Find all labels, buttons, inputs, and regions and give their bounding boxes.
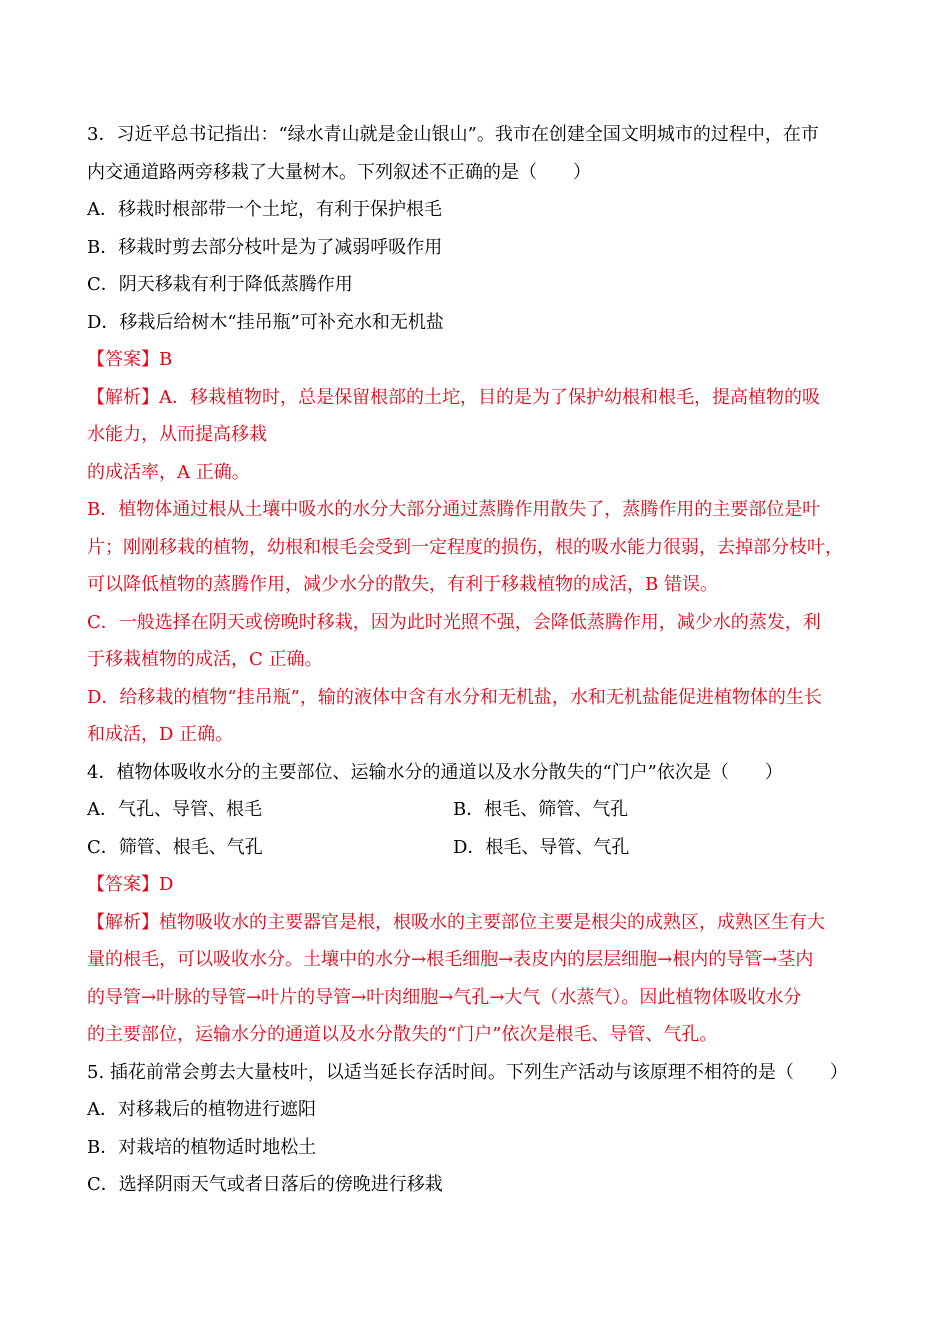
question-stem: 内交通道路两旁移栽了大量树木。下列叙述不正确的是（ ） bbox=[87, 161, 591, 183]
option-c: C．阴天移栽有利于降低蒸腾作用 bbox=[87, 274, 353, 295]
analysis-line: 的成活率，A 正确。 bbox=[87, 461, 250, 483]
analysis-line: 的导管→叶脉的导管→叶片的导管→叶肉细胞→气孔→大气（水蒸气）。因此植物体吸收水分 bbox=[87, 986, 802, 1008]
analysis-line: C．一般选择在阴天或傍晚时移栽，因为此时光照不强，会降低蒸腾作用，减少水的蒸发，利 bbox=[87, 611, 821, 633]
analysis-line: 【解析】植物吸收水的主要器官是根，根吸水的主要部位主要是根尖的成熟区，成熟区生有大 bbox=[87, 911, 825, 933]
question-3 bbox=[87, 116, 867, 754]
analysis-line: 【解析】A．移栽植物时，总是保留根部的土坨，目的是为了保护幼根和根毛，提高植物的吸 bbox=[87, 386, 820, 408]
question-stem: 3．习近平总书记指出：“绿水青山就是金山银山”。我市在创建全国文明城市的过程中，在市 bbox=[87, 124, 819, 145]
question-stem: 4．植物体吸收水分的主要部位、运输水分的通道以及水分散失的“门户”依次是（ ） bbox=[87, 761, 783, 783]
analysis-line: 于移栽植物的成活，C 正确。 bbox=[87, 649, 323, 670]
option-a: A．移栽时根部带一个土坨，有利于保护根毛 bbox=[87, 199, 442, 220]
options-row bbox=[87, 829, 867, 867]
option-d: D．根毛、导管、气孔 bbox=[453, 836, 630, 858]
option-d: D．移栽后给树木“挂吊瓶”可补充水和无机盐 bbox=[87, 311, 444, 333]
document-page bbox=[87, 116, 867, 1204]
analysis-line: 可以降低植物的蒸腾作用，减少水分的散失，有利于移栽植物的成活，B 错误。 bbox=[87, 574, 718, 595]
question-stem: 5. 插花前常会剪去大量枝叶，以适当延长存活时间。下列生产活动与该原理不相符的是（ ） bbox=[87, 1061, 848, 1083]
option-b: B．根毛、筛管、气孔 bbox=[453, 799, 629, 820]
options-row bbox=[87, 791, 867, 829]
question-4 bbox=[87, 754, 867, 1054]
option-a: A．对移栽后的植物进行遮阳 bbox=[87, 1099, 316, 1120]
analysis-line: 和成活，D 正确。 bbox=[87, 724, 234, 745]
analysis-block bbox=[87, 904, 867, 1054]
question-5 bbox=[87, 1054, 867, 1204]
option-b: B．移栽时剪去部分枝叶是为了减弱呼吸作用 bbox=[87, 236, 443, 258]
analysis-block bbox=[87, 379, 867, 754]
option-a: A．气孔、导管、根毛 bbox=[87, 799, 262, 820]
analysis-line: D．给移栽的植物“挂吊瓶”，输的液体中含有水分和无机盐，水和无机盐能促进植物体的生长 bbox=[87, 686, 822, 708]
analysis-line: 的主要部位，运输水分的通道以及水分散失的“门户”依次是根毛、导管、气孔。 bbox=[87, 1024, 718, 1045]
option-b: B．对栽培的植物适时地松土 bbox=[87, 1136, 317, 1158]
option-c: C．选择阴雨天气或者日落后的傍晚进行移栽 bbox=[87, 1174, 443, 1195]
analysis-line: B．植物体通过根从土壤中吸水的水分大部分通过蒸腾作用散失了，蒸腾作用的主要部位是叶 bbox=[87, 499, 821, 520]
analysis-line: 片；刚刚移栽的植物，幼根和根毛会受到一定程度的损伤，根的吸水能力很弱，去掉部分枝叶， bbox=[87, 536, 843, 558]
analysis-line: 水能力，从而提高移栽 bbox=[87, 424, 267, 445]
answer-line: 【答案】D bbox=[87, 874, 174, 895]
answer-line: 【答案】B bbox=[87, 349, 173, 370]
analysis-line: 量的根毛，可以吸收水分。土壤中的水分→根毛细胞→表皮内的层层细胞→根内的导管→茎内 bbox=[87, 949, 814, 970]
option-c: C．筛管、根毛、气孔 bbox=[87, 836, 263, 858]
